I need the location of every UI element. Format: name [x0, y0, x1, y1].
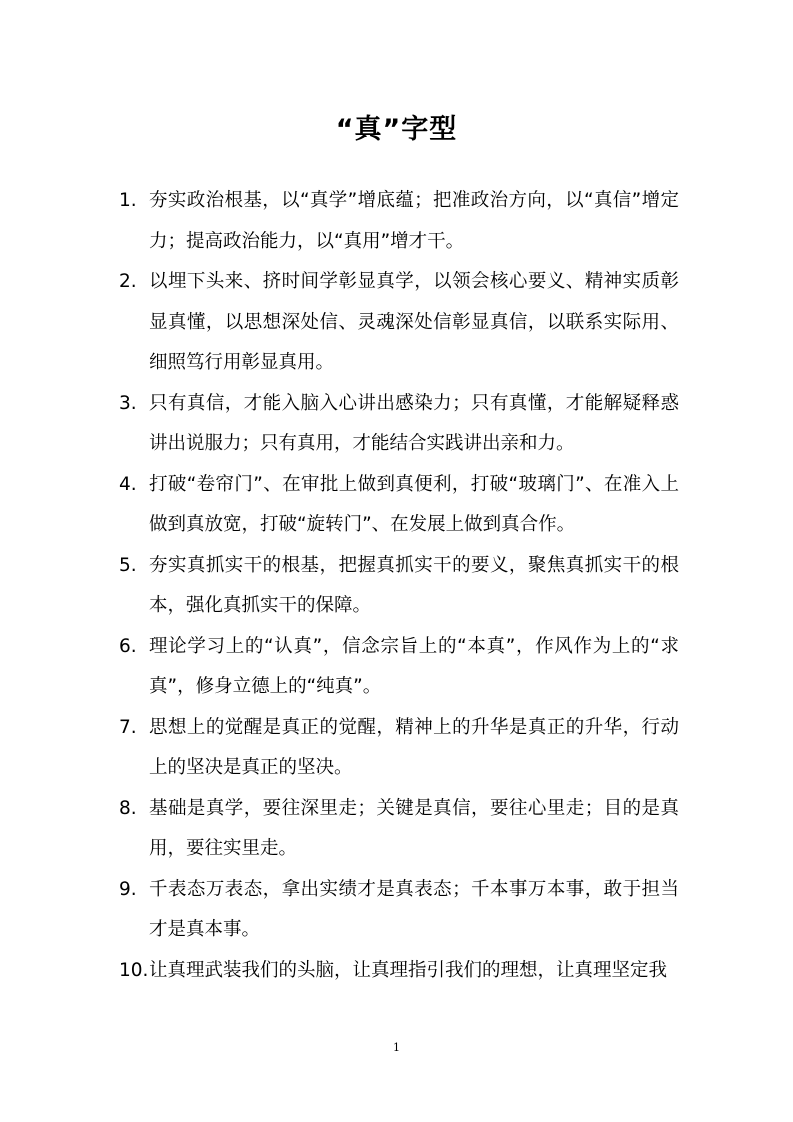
list-item: [119, 708, 679, 789]
page-number: 1: [393, 1041, 400, 1054]
item-text: 基础是真学，要往深里走；关键是真信，要往心里走；目的是真用，要往实里走。: [149, 797, 679, 859]
list-item: [119, 546, 679, 627]
numbered-list: [119, 181, 679, 991]
list-item: [119, 181, 679, 262]
item-number: 8.: [119, 797, 137, 819]
document-title: “真”字型: [335, 114, 458, 145]
list-item: [119, 262, 679, 384]
item-text: 夯实真抓实干的根基，把握真抓实干的要义，聚焦真抓实干的根本，强化真抓实干的保障。: [149, 554, 679, 616]
item-number: 2.: [119, 271, 137, 292]
list-item: [119, 627, 679, 708]
list-item: [119, 951, 679, 992]
item-number: 6.: [119, 635, 137, 657]
list-item: [119, 465, 679, 546]
item-text: 以埋下头来、挤时间学彰显真学，以领会核心要义、精神实质彰显真懂，以思想深处信、灵魂深处信彰显真信，以联系实际用、细照笃行用彰显真用。: [149, 271, 679, 373]
item-number: 7.: [119, 716, 137, 738]
list-item: [119, 384, 679, 465]
item-number: 9.: [119, 878, 137, 900]
list-item: [119, 789, 679, 870]
item-number: 3.: [119, 392, 137, 414]
item-text: 千表态万表态，拿出实绩才是真表态；千本事万本事，敢于担当才是真本事。: [149, 878, 679, 940]
item-text: 打破“卷帘门”、在审批上做到真便利，打破“玻璃门”、在准入上做到真放宽，打破“旋转门”、在发展上做到真合作。: [149, 473, 679, 535]
item-text: 思想上的觉醒是真正的觉醒，精神上的升华是真正的升华，行动上的坚决是真正的坚决。: [149, 716, 679, 778]
item-number: 5.: [119, 554, 137, 576]
item-number: 1.: [119, 190, 137, 211]
item-text: 只有真信，才能入脑入心讲出感染力；只有真懂，才能解疑释惑讲出说服力；只有真用，才能结合实践讲出亲和力。: [149, 392, 679, 454]
item-text: 让真理武装我们的头脑，让真理指引我们的理想，让真理坚定我: [149, 959, 668, 981]
item-number: 4.: [119, 473, 137, 495]
list-item: [119, 870, 679, 951]
item-number: 10.: [119, 959, 149, 981]
item-text: 理论学习上的“认真”，信念宗旨上的“本真”，作风作为上的“求真”，修身立德上的“纯真”。: [149, 635, 679, 697]
item-text: 夯实政治根基，以“真学”增底蕴；把准政治方向，以“真信”增定力；提高政治能力，以“真用”增才干。: [149, 190, 679, 252]
